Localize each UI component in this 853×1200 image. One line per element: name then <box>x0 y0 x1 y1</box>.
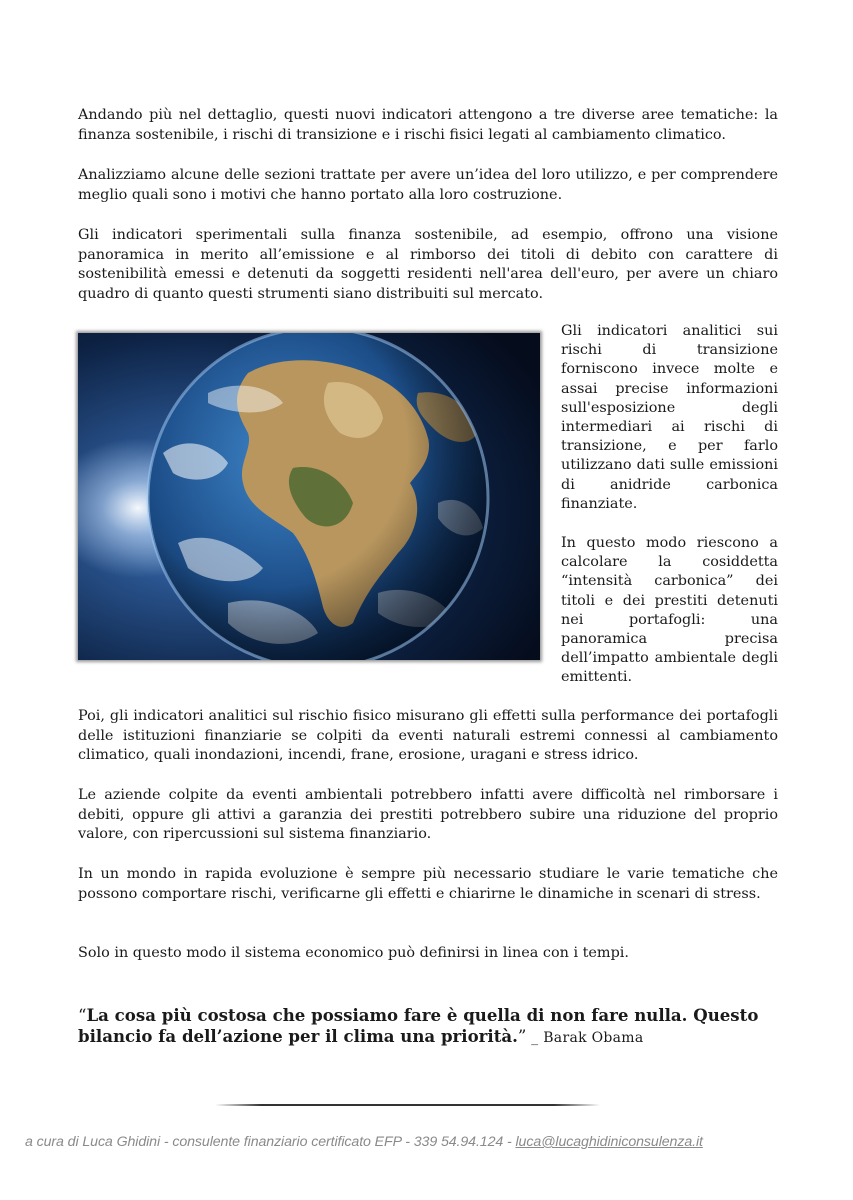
quote-separator: _ <box>526 1030 544 1046</box>
paragraph-analysis-intro: Analizziamo alcune delle sezioni trattate per avere un’idea del loro utilizzo, e per comprendere meglio quali sono i motivi che hanno portato alla loro costruzione. <box>78 167 778 203</box>
paragraph-sustainable-finance: Gli indicatori sperimentali sulla finanza sostenibile, ad esempio, offrono una visione panoramica in merito all’emissione e al rimborso dei titoli di debito con carattere di sostenibilità emessi e detenuti da soggetti residenti nell'area dell'euro, per avere un chiaro quadro di quanto questi strumenti siano distribuiti sul mercato. <box>78 227 778 302</box>
quote-author: Barak Obama <box>543 1030 644 1046</box>
paragraph-physical-risk: Poi, gli indicatori analitici sul rischio fisico misurano gli effetti sulla performance dei portafogli delle istituzioni finanziarie se colpiti da eventi naturali estremi connessi al cambiamento climatico, quali inondazioni, incendi, frane, erosione, uragani e stress idrico. <box>78 708 778 763</box>
paragraph-thematic-areas: Andando più nel dettaglio, questi nuovi indicatori attengono a tre diverse aree tematiche: la finanza sostenibile, i rischi di transizione e i rischi fisici legati al cambiamento climatico. <box>78 107 778 143</box>
quote-open-mark: “ <box>78 1006 87 1025</box>
paragraph-affected-companies: Le aziende colpite da eventi ambientali potrebbero infatti avere difficoltà nel rimborsare i debiti, oppure gli attivi a garanzia dei prestiti potrebbero subire una riduzione del proprio valore, con ripercussioni sul sistema finanziario. <box>78 787 778 842</box>
paragraph-conclusion: Solo in questo modo il sistema economico può definirsi in linea con i tempi. <box>78 945 629 961</box>
footer-email-link[interactable]: luca@lucaghidiniconsulenza.it <box>515 1134 703 1150</box>
paragraph-transition-risks: Gli indicatori analitici sui rischi di transizione forniscono invece molte e assai precise informazioni sull'esposizione degli intermediari ai rischi di transizione, e per farlo utilizzano dati sulle emissioni di anidride carbonica finanziate. <box>561 323 778 512</box>
quote-close-mark: ” <box>517 1027 527 1046</box>
paragraph-evolving-world: In un mondo in rapida evoluzione è sempre più necessario studiare le varie tematiche che possono comportare rischi, verificarne gli effetti e chiarirne le dinamiche in scenari di stress. <box>78 866 778 902</box>
quote-block <box>78 1005 788 1049</box>
paragraph-carbon-intensity: In questo modo riescono a calcolare la cosiddetta “intensità carbonica” dei titoli e dei prestiti detenuti nei portafogli: una panoramica precisa dell’impatto ambientale degli emittenti. <box>561 535 778 686</box>
footer <box>25 1134 835 1150</box>
footer-text: a cura di Luca Ghidini - consulente finanziario certificato EFP - 339 54.94.124 - <box>25 1134 516 1150</box>
footer-divider <box>215 1104 600 1106</box>
earth-image <box>78 333 540 660</box>
quote-text: La cosa più costosa che possiamo fare è quella di non fare nulla. Questo bilancio fa dell’azione per il clima una priorità. <box>78 1005 759 1046</box>
